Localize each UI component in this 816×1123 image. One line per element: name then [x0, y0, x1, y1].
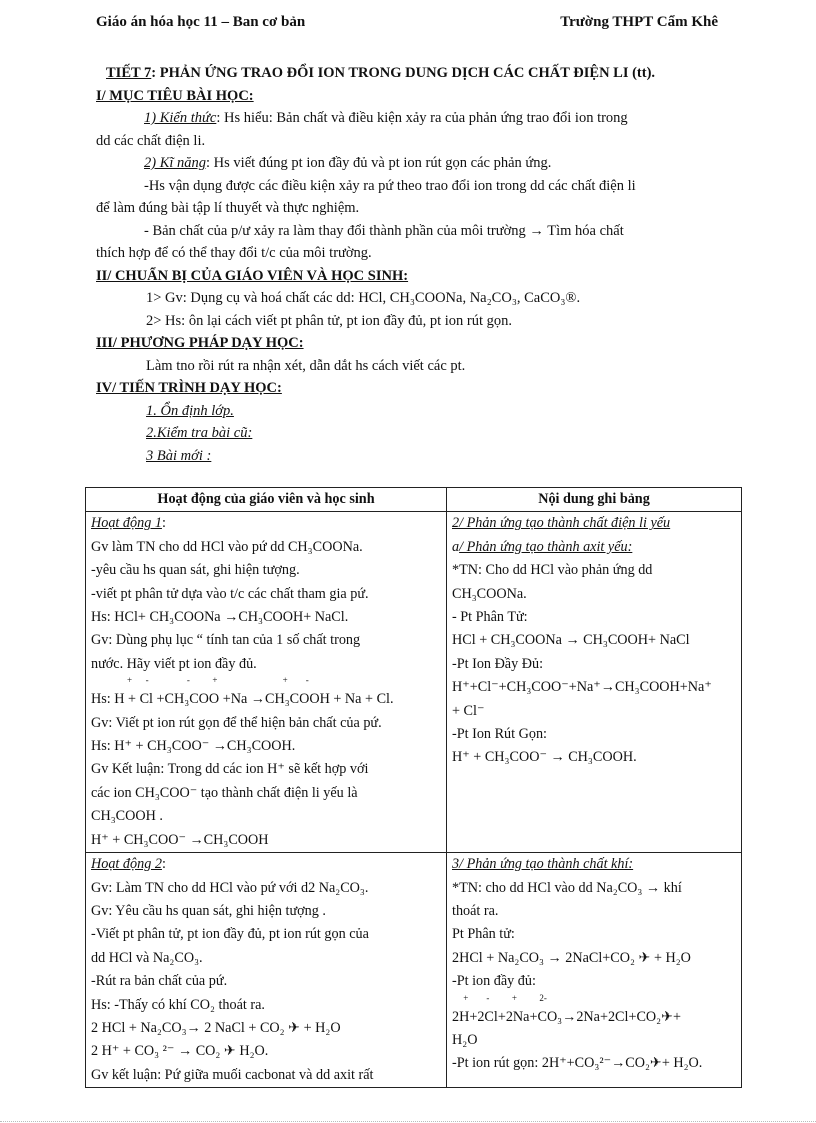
list-item: -Pt ion rút gọn: 2H⁺+CO₃²⁻→CO₂✈+ H₂O.	[452, 1055, 703, 1072]
list-item: CH₃COONa.	[452, 585, 527, 602]
list-item: H⁺+Cl⁻+CH₃COO⁻+Na⁺→CH₃COOH+Na⁺	[452, 679, 712, 696]
prep-teacher: 1> Gv: Dụng cụ và hoá chất các dd: HCl, CH₃COONa, Na₂CO₃, CaCO₃®.	[146, 290, 581, 306]
skill-line: 2) Kĩ năng: Hs viết đúng pt ion đầy đủ và pt ion rút gọn các phản ứng.	[144, 155, 552, 171]
skill-line-2: -Hs vận dụng được các điều kiện xảy ra pứ theo trao đổi ion trong dd các chất điện li	[144, 177, 636, 194]
step-2: 2.Kiểm tra bài cũ:	[146, 425, 253, 441]
activity-1-cell	[86, 512, 447, 853]
knowledge-line-2: dd các chất điện li.	[96, 132, 206, 149]
col-content-header: Nội dung ghi bảng	[447, 488, 742, 512]
method-text: Làm tno rồi rút ra nhận xét, dẫn dắt hs cách viết các pt.	[146, 357, 466, 374]
list-item: *TN: Cho dd HCl vào phản ứng dd	[452, 562, 653, 579]
lesson-body	[96, 62, 722, 467]
step-1: 1. Ổn định lớp.	[146, 402, 234, 419]
list-item: 2H+2Cl+2Na+CO₃→2Na+2Cl+CO₂✈+	[452, 1008, 682, 1025]
list-item: H₂O	[452, 1031, 478, 1048]
list-item: Gv: Dùng phụ lục “ tính tan của 1 số chất trong	[91, 632, 361, 649]
skill-line-3: để làm đúng bài tập lí thuyết và thực nghiệm.	[96, 200, 360, 216]
prep-student: 2> Hs: ôn lại cách viết pt phân tử, pt ion đầy đủ, pt ion rút gọn.	[146, 312, 512, 329]
content-2-cell	[447, 853, 742, 1088]
list-item: các ion CH₃COO⁻ tạo thành chất điện li yếu là	[91, 784, 358, 801]
list-item: thoát ra.	[452, 902, 499, 919]
content-2-heading: 3/ Phản ứng tạo thành chất khí:	[452, 856, 634, 873]
list-item: nước. Hãy viết pt ion đầy đủ.	[91, 655, 257, 672]
ion-charges: + - + 2-	[452, 992, 547, 1003]
table-row	[86, 853, 742, 1088]
list-item: 2 H⁺ + CO₃ ²⁻ → CO₂ ✈ H₂O.	[91, 1043, 269, 1060]
page-bottom-divider	[0, 1121, 816, 1122]
list-item: dd HCl và Na₂CO₃.	[91, 949, 203, 966]
content-1-cell	[447, 512, 742, 853]
list-item: -viết pt phân tử dựa vào t/c các chất tham gia pứ.	[91, 585, 369, 602]
ion-charges: + - - + + -	[91, 675, 309, 686]
list-item: H⁺ + CH₃COO⁻ →CH₃COOH	[91, 831, 269, 848]
list-item: Hs: -Thấy có khí CO₂ thoát ra.	[91, 996, 265, 1013]
list-item: Gv: Làm TN cho dd HCl vào pứ với d2 Na₂CO₃.	[91, 879, 369, 896]
table-header-row	[86, 488, 742, 512]
knowledge-line: 1) Kiến thức: Hs hiểu: Bản chất và điều kiện xảy ra của phản ứng trao đổi ion trong	[144, 110, 628, 126]
section-method-heading: III/ PHƯƠNG PHÁP DẠY HỌC:	[96, 335, 304, 351]
lesson-title: TIẾT 7: PHẢN ỨNG TRAO ĐỔI ION TRONG DUNG DỊCH CÁC CHẤT ĐIỆN LI (tt).	[106, 65, 656, 81]
list-item: Pt Phân tử:	[452, 926, 515, 943]
list-item: Gv: Yêu cầu hs quan sát, ghi hiện tượng .	[91, 902, 326, 919]
list-item: -Pt Ion Đầy Đủ:	[452, 655, 544, 672]
list-item: 2 HCl + Na₂CO₃→ 2 NaCl + CO₂ ✈ + H₂O	[91, 1019, 341, 1036]
list-item: H⁺ + CH₃COO⁻ → CH₃COOH.	[452, 749, 637, 766]
list-item: Hs: H + Cl +CH₃COO +Na →CH₃COOH + Na + Cl.	[91, 691, 394, 708]
list-item: Gv Kết luận: Trong dd các ion H⁺ sẽ kết hợp với	[91, 761, 369, 778]
list-item: -Pt ion đầy đủ:	[452, 973, 536, 990]
header-right: Trường THPT Cẩm Khê	[560, 14, 718, 30]
activity-2-title: Hoạt động 2:	[91, 856, 166, 873]
col-activity-header: Hoạt động của giáo viên và học sinh	[86, 488, 447, 512]
list-item: *TN: cho dd HCl vào dd Na₂CO₃ → khí	[452, 879, 682, 896]
section-objectives-heading: I/ MỤC TIÊU BÀI HỌC:	[96, 87, 254, 104]
activity-2-cell	[86, 853, 447, 1088]
lesson-table	[85, 487, 742, 1088]
step-3: 3 Bài mới :	[146, 447, 212, 464]
list-item: Hs: H⁺ + CH₃COO⁻ →CH₃COOH.	[91, 738, 296, 755]
list-item: Gv làm TN cho dd HCl vào pứ dd CH₃COONa.	[91, 538, 363, 555]
list-item: Hs: HCl+ CH₃COONa →CH₃COOH+ NaCl.	[91, 609, 349, 626]
list-item: -Rút ra bản chất của pứ.	[91, 973, 228, 990]
header-left: Giáo án hóa học 11 – Ban cơ bản	[96, 14, 306, 30]
list-item: - Pt Phân Tử:	[452, 609, 528, 626]
list-item: -Viết pt phân tử, pt ion đầy đủ, pt ion rút gọn của	[91, 926, 369, 943]
list-item: CH₃COOH .	[91, 808, 163, 825]
list-item: + Cl⁻	[452, 702, 485, 719]
list-item: HCl + CH₃COONa → CH₃COOH+ NaCl	[452, 632, 690, 649]
content-1-sub: a/ Phản ứng tạo thành axit yếu:	[452, 538, 633, 555]
list-item: Gv: Viết pt ion rút gọn để thể hiện bản chất của pứ.	[91, 714, 382, 731]
skill-line-5: thích hợp để có thể thay đổi t/c của môi trường.	[96, 245, 372, 261]
table-row	[86, 512, 742, 853]
section-preparation-heading: II/ CHUẨN BỊ CỦA GIÁO VIÊN VÀ HỌC SINH:	[96, 267, 409, 284]
list-item: Gv kết luận: Pứ giữa muối cacbonat và dd axit rất	[91, 1066, 374, 1083]
list-item: -Pt Ion Rút Gọn:	[452, 726, 547, 743]
list-item: 2HCl + Na₂CO₃ → 2NaCl+CO₂ ✈ + H₂O	[452, 949, 691, 966]
list-item: -yêu cầu hs quan sát, ghi hiện tượng.	[91, 562, 300, 579]
section-process-heading: IV/ TIẾN TRÌNH DẠY HỌC:	[96, 380, 282, 396]
content-1-heading: 2/ Phản ứng tạo thành chất điện li yếu	[452, 515, 671, 532]
activity-1-title: Hoạt động 1:	[91, 515, 166, 532]
skill-line-4: - Bản chất của p/ư xảy ra làm thay đổi thành phần của môi trường → Tìm hóa chất	[144, 222, 624, 239]
